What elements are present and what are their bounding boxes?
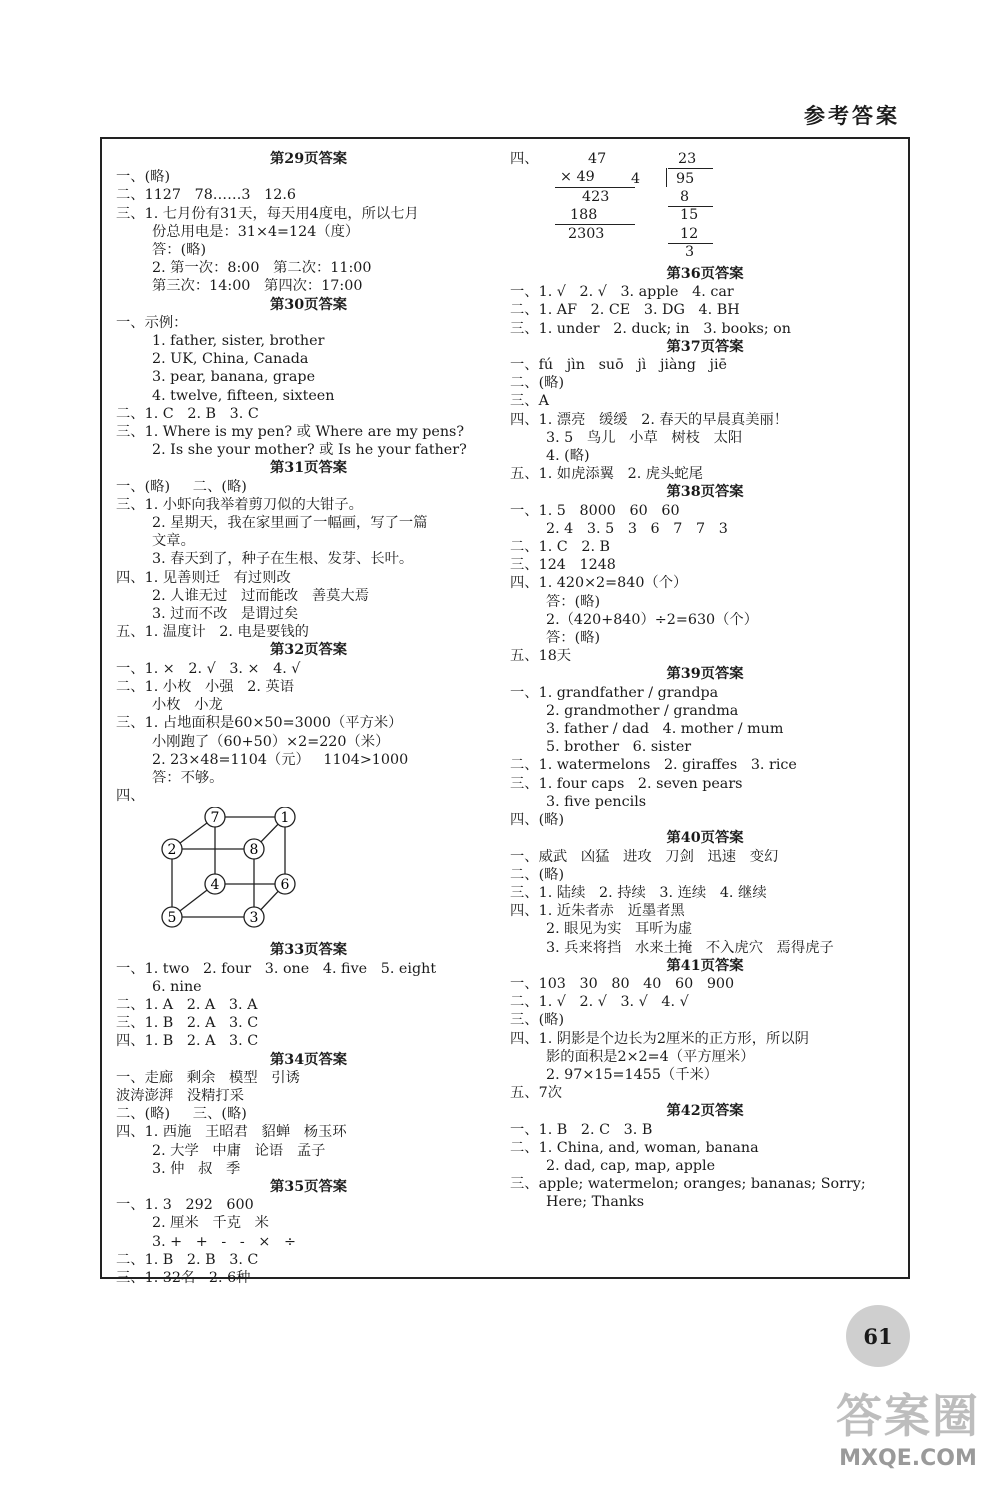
multiplication-line: 188 [570,207,598,223]
cube-vertex-label: 8 [249,842,259,859]
answer-line: 三、1. under 2. duck; in 3. books; on [510,320,791,337]
division-line: 4 [631,171,641,187]
answer-line: 一、1. B 2. C 3. B [510,1121,653,1138]
section-heading: 第33页答案 [269,942,348,959]
answer-line: 一、1. × 2. √ 3. × 4. √ [116,660,301,677]
section-heading: 第41页答案 [666,957,744,974]
answer-line: 三、124 1248 [510,557,616,574]
answer-line: 2. 第一次：8:00 第二次：11:00 [152,260,372,277]
answer-line: 一、1. 5 8000 60 60 [510,502,680,519]
multiplication-line: × 49 [560,169,595,185]
answer-line: 一、1. 3 292 600 [116,1197,254,1214]
answer-line: 1. father, sister, brother [152,333,325,350]
division-line: 12 [680,226,699,242]
cube-vertex-label: 7 [210,810,220,827]
answer-line: 二、1. A 2. A 3. A [116,996,258,1013]
answer-line: 二、1. B 2. B 3. C [116,1251,259,1268]
answer-line: 3. pear, banana, grape [152,369,316,386]
answer-line: 二、1. C 2. B 3. C [116,405,259,422]
multiplication-line: 423 [582,189,610,205]
answer-line: 小刚跑了（60+50）×2=220（米） [152,733,390,750]
answer-line: 四、1. 近朱者赤 近墨者黑 [510,903,685,920]
right-column [510,150,900,1212]
answer-line: 2.（420+840）÷2=630（个） [546,611,759,628]
answer-line: 3. 兵来将挡 水来土掩 不入虎穴 焉得虎子 [546,939,834,956]
answer-line: 二、1127 78……3 12.6 [116,187,296,204]
answer-line: 一、走廊 剩余 模型 引诱 [116,1069,300,1086]
answer-line: 2. 星期天，我在家里画了一幅画，写了一篇 [152,515,428,532]
answer-line: 二、1. 小枚 小强 2. 英语 [116,678,295,695]
division-line: 23 [678,151,697,167]
answer-line: 二、1. watermelons 2. giraffes 3. rice [510,757,797,774]
answer-line: 五、1. 如虎添翼 2. 虎头蛇尾 [510,466,703,483]
answer-line: 份总用电是：31×4=124（度） [152,223,360,240]
answer-line: 一、(略) 二、(略) [116,478,247,495]
answer-line: 四、1. 420×2=840（个） [510,575,688,592]
answer-line: 二、1. AF 2. CE 3. DG 4. BH [510,302,740,319]
answer-line: 三、1. four caps 2. seven pears [510,775,743,792]
answer-line: 五、18天 [510,648,572,665]
answer-line: 答：(略) [546,630,601,647]
cube-vertex-label: 5 [167,910,177,927]
watermark-text: 答案圈 [836,1389,980,1443]
answer-line: 2. 眼见为实 耳听为虚 [546,921,693,938]
answer-line: 一、(略) [116,169,171,186]
answer-line: 2. UK, China, Canada [152,351,309,368]
answer-line: 3. 5 鸟儿 小草 树枝 太阳 [546,429,743,446]
cube-vertex-label: 6 [280,877,290,894]
answer-line: 二、1. C 2. B [510,539,611,556]
answer-line: 5. brother 6. sister [546,739,692,756]
multiplication-line: 47 [588,151,607,167]
answer-line: 三、1. 七月份有31天，每天用4度电，所以七月 [116,205,419,222]
answer-line: 2. 97×15=1455（千米） [546,1066,719,1083]
section-heading: 第29页答案 [269,151,348,167]
section-heading: 第36页答案 [666,266,744,282]
section-heading: 第32页答案 [269,642,348,659]
answer-line: 文章。 [152,533,195,550]
section-label: 四、 [510,151,539,167]
cube-vertex-label: 3 [249,910,259,927]
division-line: 95 [676,171,695,187]
answer-line: 2. 厘米 千克 米 [152,1215,269,1232]
answer-line: 二、1. China, and, woman, banana [510,1139,759,1156]
answer-line: 答：不够。 [152,769,224,786]
rule-line [668,206,713,207]
answer-line: 2. 人谁无过 过而能改 善莫大焉 [152,587,370,604]
answer-box [100,137,910,1286]
answer-line: 三、1. Where is my pen? 或 Where are my pens? [116,424,465,441]
cube-vertex-label: 2 [167,842,177,859]
answer-line: 2. Is she your mother? 或 Is he your father? [152,442,467,459]
division-line: 8 [680,189,690,205]
rule-line [555,224,635,225]
answer-line: 三、(略) [510,1012,565,1029]
answer-line: 四、 [116,788,145,805]
watermark-url: MXQE.COM [839,1446,977,1471]
rule-line [668,243,713,244]
answer-line: 一、1. grandfather / grandpa [510,684,719,701]
answer-line: 小枚 小龙 [152,697,223,714]
section-heading: 第37页答案 [666,338,744,355]
answer-line: 三、1. B 2. A 3. C [116,1015,259,1032]
cube-vertex-label: 1 [280,810,290,827]
multiplication-line: 2303 [568,226,605,242]
answer-line: 2. 4 3. 5 3 6 7 7 3 [546,520,728,537]
long-division-block [510,150,900,265]
left-column [116,150,501,1287]
answer-line: 2. grandmother / grandma [546,702,739,719]
cube-vertex-label: 4 [210,877,220,894]
section-heading: 第39页答案 [666,666,744,683]
answer-line: 一、1. √ 2. √ 3. apple 4. car [510,284,734,301]
answer-line: 3. 仲 叔 季 [152,1160,241,1177]
answer-line: 四、1. 西施 王昭君 貂蝉 杨玉环 [116,1124,347,1141]
answer-line: 4. (略) [546,448,590,465]
answer-line: 第三次：14:00 第四次：17:00 [152,278,363,295]
answer-line: 二、(略) [510,866,565,883]
answer-line: 3. + + - - × ÷ [152,1233,296,1250]
answer-line: 三、1. 陆续 2. 持续 3. 连续 4. 继续 [510,884,767,901]
answer-line: 一、1. two 2. four 3. one 4. five 5. eight [116,960,437,977]
answer-line: 影的面积是2×2=4（平方厘米） [546,1048,755,1065]
answer-line: 3. five pencils [546,793,647,810]
answer-line: 一、威武 凶猛 进攻 刀剑 迅速 变幻 [510,848,779,865]
answer-line: 三、1. 小虾向我举着剪刀似的大钳子。 [116,496,363,513]
answer-line: 一、103 30 80 40 60 900 [510,975,735,992]
answer-line: 3. 春天到了，种子在生根、发芽、长叶。 [152,551,414,568]
answer-line: 五、1. 温度计 2. 电是要钱的 [116,624,309,641]
section-heading: 第40页答案 [666,830,744,847]
section-heading: 第31页答案 [269,460,348,477]
answer-line: 6. nine [152,978,202,995]
page-header: 参考答案 [804,103,900,128]
answer-line: 四、1. B 2. A 3. C [116,1033,259,1050]
answer-line: 一、fú jìn suō jì jiàng jiē [510,357,727,374]
answer-line: 三、A [510,393,549,410]
rule-line [555,187,635,188]
answer-line: 4. twelve, fifteen, sixteen [152,387,335,404]
answer-line: 五、7次 [510,1085,562,1102]
answer-line: 四、1. 漂亮 缓缓 2. 春天的早晨真美丽！ [510,411,789,428]
answer-line: 答：(略) [152,242,207,259]
answer-line: 四、(略) [510,812,565,829]
watermark-logo [836,1380,980,1471]
answer-line: 二、(略) 三、(略) [116,1106,247,1123]
answer-line: 3. 过而不改 是谓过矣 [152,606,299,623]
answer-line: 四、1. 阴影是个边长为2厘米的正方形，所以阴 [510,1030,809,1047]
answer-line: 2. 大学 中庸 论语 孟子 [152,1142,326,1159]
answer-line: 四、1. 见善则迁 有过则改 [116,569,291,586]
answer-line: 3. father / dad 4. mother / mum [546,721,784,738]
section-heading: 第42页答案 [666,1103,744,1120]
division-bracket [666,168,667,187]
page-number: 61 [846,1305,910,1367]
answer-line: 2. 23×48=1104（元） 1104>1000 [152,751,409,768]
section-heading: 第35页答案 [269,1178,348,1195]
answer-line: 2. dad, cap, map, apple [546,1157,716,1174]
answer-line: 三、1. 占地面积是60×50=3000（平方米） [116,715,403,732]
answer-line: 二、1. √ 2. √ 3. √ 4. √ [510,994,689,1011]
rule-line [668,168,713,169]
division-line: 15 [680,207,699,223]
division-line: 3 [685,244,695,260]
section-heading: 第34页答案 [269,1051,348,1068]
answer-line: 三、apple; watermelon; oranges; bananas; Sorry; [510,1176,866,1193]
section-heading: 第38页答案 [666,484,744,501]
answer-line: 一、示例： [116,314,188,331]
answer-line: 答：(略) [546,593,601,610]
answer-line: 波涛澎湃 没精打采 [116,1087,245,1104]
section-heading: 第30页答案 [269,296,348,313]
cube-diagram [158,807,308,937]
answer-line: 三、1. 32名 2. 6种 [116,1269,251,1286]
answer-line: 二、(略) [510,375,565,392]
answer-line: Here; Thanks [546,1194,645,1211]
